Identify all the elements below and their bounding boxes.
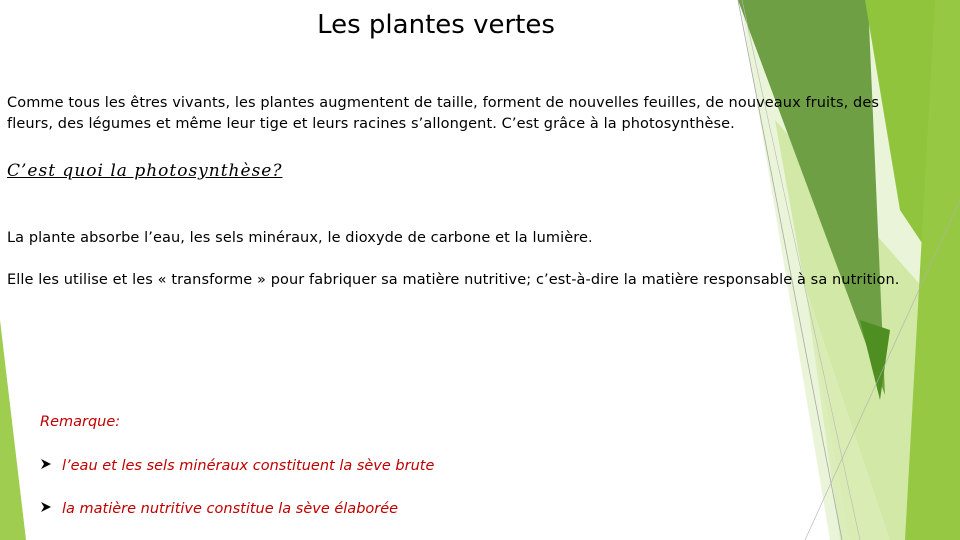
remark-item — [40, 455, 434, 477]
intro-paragraph: Comme tous les êtres vivants, les plantes augmentent de taille, forment de nouvelles feuilles, de nouveaux fruits, des fleurs, des légumes et même leur tige et leurs racines s’allongent. C’est grâce à la photosynthèse. — [7, 95, 879, 132]
section-subtitle: C’est quoi la photosynthèse? — [7, 161, 283, 181]
arrow-bullet-icon — [40, 455, 54, 477]
absorb-paragraph: La plante absorbe l’eau, les sels minéraux, le dioxyde de carbone et la lumière. — [7, 230, 593, 246]
remark-label: Remarque: — [40, 414, 121, 430]
arrow-bullet-icon — [40, 498, 54, 520]
remark-item — [40, 498, 398, 520]
remark-item-text: la matière nutritive constitue la sève élaborée — [62, 501, 399, 517]
transform-paragraph: Elle les utilise et les « transforme » pour fabriquer sa matière nutritive; c’est-à-dire la matière responsable à sa nutrition. — [7, 272, 900, 288]
slide-title: Les plantes vertes — [317, 10, 555, 40]
remark-item-text: l’eau et les sels minéraux constituent la sève brute — [62, 458, 435, 474]
